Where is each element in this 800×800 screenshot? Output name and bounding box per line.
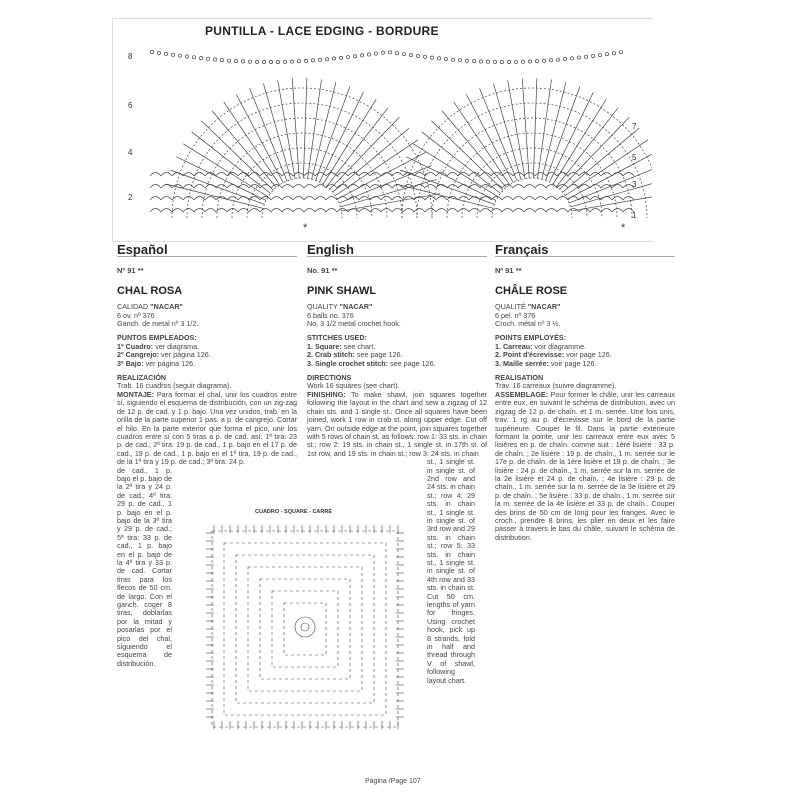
square-chart-title: CUADRO - SQUARE - CARRÉ xyxy=(255,509,332,515)
spanish-realization-text: Trab. 16 cuadros (seguir diagrama). xyxy=(117,381,232,391)
spanish-stitch-3-text: ver página 126. xyxy=(143,358,196,368)
french-materials-2: Croch. métal nº 3 ½. xyxy=(495,319,561,329)
spanish-montaje-continued: de cad., 1 p. bajo el p. bajo de la 2ª tira y 24 p. de cad.; 4ª tira: 29 p. de cad., 1 p. bajo en el p. bajo de la 3ª tira y 29 p. de cad.; 5ª tira: 33 p. de cad., 1 p. bajo en el p. bajo de la 4ª tira y 33 p. de cad. Cortar tiras para los flecos de 50 cm. de largo. Con el ganch. coger 8 tiras, doblarlas por la mitad y posarlas por el pico del chal, siguiendo el esquema de distribución. xyxy=(117,465,172,668)
english-heading: English xyxy=(307,246,487,257)
english-stitch-1-text: see chart. xyxy=(341,341,376,351)
spanish-stitch-3 xyxy=(117,360,297,368)
french-heading: Français xyxy=(495,246,675,257)
french-assemblage-label: ASSEMBLAGE: xyxy=(495,389,549,399)
english-quality-value: "NACAR" xyxy=(339,302,373,312)
french-stitch-3-name: 3. Maille serrée: xyxy=(495,358,549,368)
spanish-quality-value: "NACAR" xyxy=(150,302,183,312)
row-label-8: 8 xyxy=(128,52,133,61)
row-label-6: 6 xyxy=(128,101,133,110)
french-stitch-3-text: voir page 126. xyxy=(548,358,597,368)
english-stitch-3 xyxy=(307,360,487,368)
spanish-materials-1: 6 ov. nº 376 xyxy=(117,310,155,320)
repeat-marker-left: * xyxy=(303,222,308,234)
french-stitch-2-text: voir page 126. xyxy=(564,350,612,360)
english-quality-label: QUALITY xyxy=(307,302,338,312)
repeat-marker-right: * xyxy=(621,222,626,234)
english-stitches-title: STITCHES USED: xyxy=(307,333,367,343)
english-pattern-name: PINK SHAWL xyxy=(307,284,377,297)
english-directions-title: DIRECTIONS xyxy=(307,373,352,383)
spanish-stitch-3-name: 3º Bajo: xyxy=(117,358,144,368)
row-label-7: 7 xyxy=(632,122,637,131)
english-directions-text: Work 16 squares (see chart). xyxy=(307,381,400,391)
square-symbols xyxy=(206,525,404,729)
english-stitch-2-name: 2. Crab stitch: xyxy=(307,350,355,360)
french-column xyxy=(495,242,675,542)
french-materials-1: 6 pel. nº 376 xyxy=(495,310,536,320)
spanish-quality-label: CALIDAD xyxy=(117,302,149,312)
french-realisation-title: REALISATION xyxy=(495,373,544,383)
english-finishing xyxy=(307,391,487,458)
french-pattern-number: Nº 91 ** xyxy=(495,266,522,276)
french-quality-label: QUALITÉ xyxy=(495,302,526,312)
spanish-pattern-name: CHAL ROSA xyxy=(117,284,183,297)
spanish-realization-title: REALIZACIÓN xyxy=(117,373,167,383)
french-quality-value: "NACAR" xyxy=(527,302,561,312)
french-stitch-1-name: 1. Carreau: xyxy=(495,341,533,351)
english-stitch-3-name: 3. Single crochet stitch: xyxy=(307,358,389,368)
row-label-4: 4 xyxy=(128,148,133,157)
english-materials-2: No. 3 1/2 metal crochet hook. xyxy=(307,319,401,329)
french-stitch-1-text: voir diagramme. xyxy=(532,341,587,351)
french-assemblage xyxy=(495,391,675,542)
lace-edging-chart xyxy=(112,40,652,240)
row-label-5: 5 xyxy=(632,153,637,162)
spanish-stitch-1-text: ver diagrama. xyxy=(153,341,200,351)
spanish-stitches-title: PUNTOS EMPLEADOS: xyxy=(117,333,197,343)
row-label-1: 1 xyxy=(632,211,637,220)
french-assemblage-text: Pour former le châle, unir les carreaux entre eux, en suivant le schéma de distribution, avec un zigzag de 12 p. de chaîn. et 1 m. serrée. Une fois unis, trav. 1 rg au p. d'écrevisse sur le bord de la partie supérieure. Couper le fil. Dans la partie extérieure formant la pointe, unir les carreaux entre eux avec 5 lisières en p. de chaîn. comme suit : 1ère lisière : 33 p. de chaîn. ; 2e lisière : 19 p. de chaîn., 1 m. serrée sur le 17e p. de chaîn. de la 1ère lisière et 19 p. de chaîn. ; 3e lisière : 24 p. de chaîn., 1 m. serrée sur la m. serrée de la 2e lisière et 24 p. de chaîn. ; 4e lisière : 29 p. de chaîn., 1 m. serrée sur la m. serrée de la 3e lisière et 29 p. de chaîn. ; 5e lisière : 33 p. de chaîn., 1 m. serrée sur la m. serrée de la 4e lisière et 33 p. de chaîn.. Couper des brins de 50 cm de long pour les franges. Avec le croch., prendre 8 brins, les plier en deux et les faire passer à travers le bas du châle, suivant le schéma de distribution. xyxy=(495,389,675,542)
square-chart xyxy=(200,515,410,745)
english-stitch-3-text: see page 126. xyxy=(388,358,436,368)
page-number: Página /Page 107 xyxy=(365,778,421,785)
english-finishing-text: To make shawl, join squares together following the layout in the chart and sew a zigzag of 12 chain sts. and 1 single st.. Once all squares have been joined, work 1 row in crab st. along upper edge. Cut off yarn. On outside edge at the point, join squares together with 5 rows of chain st. as follows: row 1: 33 sts. in chain st.; row 2: 19 sts. in chain st., 1 single st. in 17th st. of 1st row, and 19 sts. in chain st.; row 3: 24 sts. in chain xyxy=(307,389,487,458)
spanish-heading: Español xyxy=(117,246,297,257)
english-materials-1: 6 balls no. 376 xyxy=(307,310,354,320)
french-stitches-title: POINTS EMPLOYÉS: xyxy=(495,333,567,343)
spanish-stitch-1-name: 1º Cuadro: xyxy=(117,341,154,351)
english-stitch-2-text: see page 126. xyxy=(354,350,403,360)
english-finishing-label: FINISHING: xyxy=(307,389,346,399)
row-label-3: 3 xyxy=(632,180,637,189)
spanish-stitch-2-text: ver página 126. xyxy=(159,350,211,360)
english-pattern-number: No. 91 ** xyxy=(307,266,338,276)
french-stitch-2-name: 2. Point d'écrevisse: xyxy=(495,350,565,360)
english-stitch-1-name: 1. Square: xyxy=(307,341,342,351)
spanish-montaje-label: MONTAJE: xyxy=(117,389,154,399)
edging-symbols xyxy=(150,50,652,218)
english-finishing-continued: st., 1 single st. in single st. of 2nd row and 24 sts. in chain st.; row 4: 29 sts. in chain st., 1 single st. in single st. of 3rd row and 29 sts. in chain st.; row 5: 33 sts. in chain st., 1 single st. in single st. of 4th row and 33 sts. in chain st. Cut 50 cm. lengths of yarn for fringes. Using crochet hook, pick up 8 strands, fold in half and thread through V of shawl, following layout chart. xyxy=(427,457,475,685)
french-pattern-name: CHÂLE ROSE xyxy=(495,284,568,297)
spanish-montaje-text: Para formar el chal, unir los cuadros entre sí, siguiendo el esquema de distribución, con un zig-zag de 12 p. de cad. y 1 p. bajo. Una vez unidos, trab. en la orilla de la parte superior 1 pas. a p. de cangrejo. Cortar el hilo. En la parte exterior que forma el pico, unir los cuadros entre sí con 5 tiras a p. de cad. así: 1ª tira: 23 p. de cad.; 2ª tira: 19 p. de cad., 1 p. bajo en el 17 p. de cad., 19 p. de cad., 1 p. bajo en el 1ª tira, 19 p. de cad., de la 1ª tira y 19 p. de cad.; 3ª tira: 24 p. xyxy=(117,389,297,467)
spanish-montaje xyxy=(117,391,297,467)
spanish-materials-2: Ganch. de metal nº 3 1/2. xyxy=(117,319,199,329)
spanish-stitch-2-name: 2º Cangrejo: xyxy=(117,350,160,360)
french-stitch-3 xyxy=(495,360,675,368)
chart-title: PUNTILLA - LACE EDGING - BORDURE xyxy=(205,24,439,38)
french-realisation-text: Trav. 16 carreaux (suivre diagramme). xyxy=(495,381,617,391)
spanish-pattern-number: Nº 91 ** xyxy=(117,266,144,276)
row-label-2: 2 xyxy=(128,193,133,202)
